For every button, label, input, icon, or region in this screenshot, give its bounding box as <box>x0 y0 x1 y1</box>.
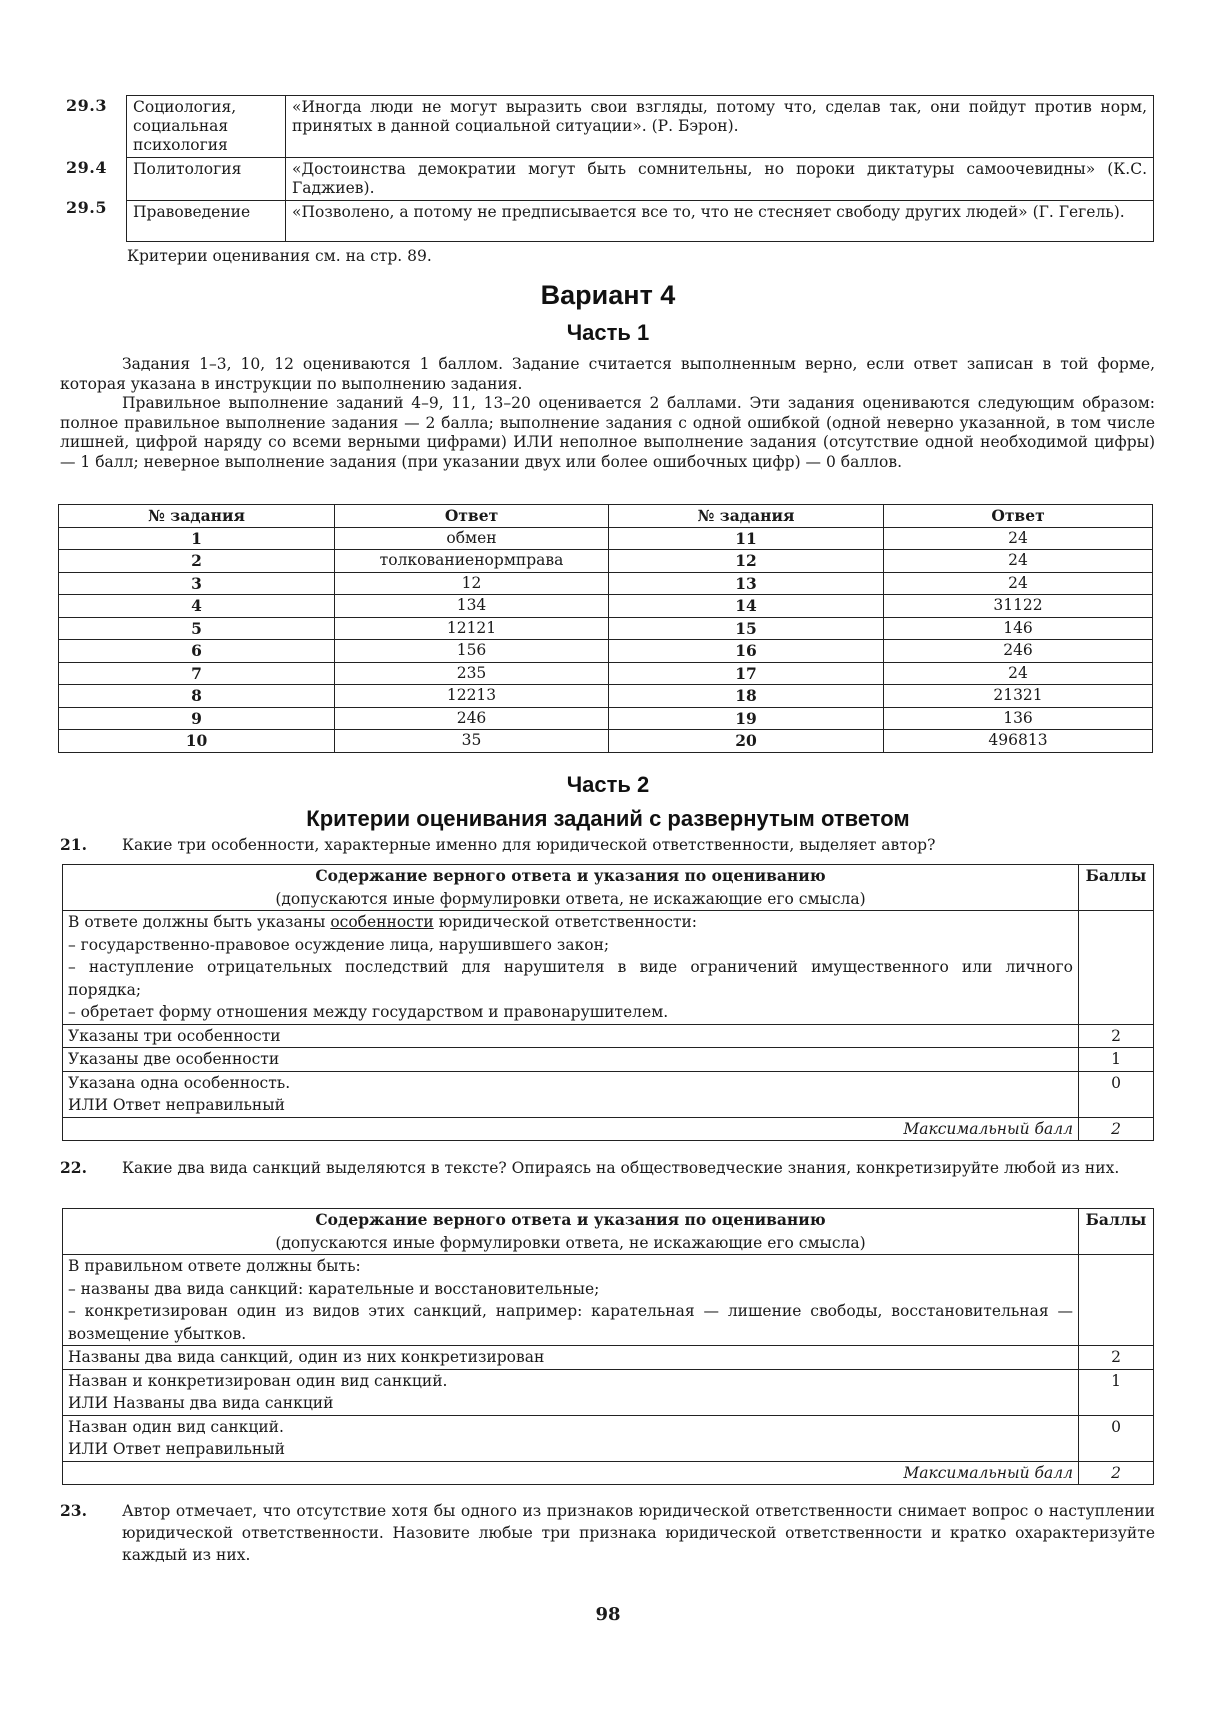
part2-subtitle: Критерии оценивания заданий с развернутым ответом <box>306 806 910 831</box>
subject-line: Социология, <box>133 98 237 116</box>
answer-value: 24 <box>884 550 1153 573</box>
answer-intro-emphasis: особенности <box>330 913 434 931</box>
answer-value: 31122 <box>884 595 1153 618</box>
column-header: Ответ <box>884 505 1153 528</box>
content-header <box>63 1209 1079 1255</box>
task-number: 17 <box>609 662 884 685</box>
score-criterion-line: ИЛИ Ответ неправильный <box>68 1440 285 1458</box>
question-21 <box>60 834 1155 856</box>
table-header-row <box>63 865 1154 911</box>
task-number: 15 <box>609 617 884 640</box>
max-score-label: Максимальный балл <box>63 1461 1079 1485</box>
task-number: 5 <box>59 617 335 640</box>
score-points: 1 <box>1079 1369 1154 1415</box>
table-row <box>59 595 1153 618</box>
quote-cell: «Достоинства демократии могут быть сомнительны, но пороки диктатуры самоочевидны» (К.С. Гаджиев). <box>286 158 1154 201</box>
row-number: 29.4 <box>66 158 107 177</box>
answer-value: 134 <box>335 595 609 618</box>
task-number: 11 <box>609 527 884 550</box>
score-criterion: Названы два вида санкций, один из них конкретизирован <box>63 1346 1079 1370</box>
answer-content-row <box>63 911 1154 1025</box>
answer-item: – конкретизирован один из видов этих санкций, например: карательная — лишение свободы, восстановительная — возмещение убытков. <box>68 1302 1073 1343</box>
task-number: 6 <box>59 640 335 663</box>
task-number: 20 <box>609 730 884 753</box>
subject-line: психология <box>133 136 228 154</box>
table-row <box>59 640 1153 663</box>
score-criterion <box>63 1071 1079 1117</box>
answer-value: 136 <box>884 707 1153 730</box>
instruction-paragraph: Правильное выполнение заданий 4–9, 11, 13–20 оценивается 2 баллами. Эти задания оцениваются следующим образом: полное правильное выполнение задания — 2 балла; выполнение задания с одной ошибкой (одной неверно указанной, в том числе лишней, цифрой наряду со всеми верными цифрами) ИЛИ неполное выполнение задания (отсутствие одной необходимой цифры) — 1 балл; неверное выполнение задания (при указании двух или более ошибочных цифр) — 0 баллов. <box>60 394 1155 471</box>
max-score-value: 2 <box>1079 1117 1154 1141</box>
criteria-reference-note: Критерии оценивания см. на стр. 89. <box>127 247 432 265</box>
answer-value: 35 <box>335 730 609 753</box>
task-number: 14 <box>609 595 884 618</box>
row-number: 29.5 <box>66 198 107 217</box>
answer-value: 235 <box>335 662 609 685</box>
answer-table <box>58 504 1153 753</box>
question-text: Какие два вида санкций выделяются в тексте? Опираясь на обществоведческие знания, конкретизируйте любой из них. <box>122 1159 1120 1177</box>
task-number: 9 <box>59 707 335 730</box>
table-header-row <box>63 1209 1154 1255</box>
score-points: 2 <box>1079 1024 1154 1048</box>
answer-item: – обретает форму отношения между государством и правонарушителем. <box>68 1003 669 1021</box>
answer-value: 12 <box>335 572 609 595</box>
instruction-paragraph: Задания 1–3, 10, 12 оцениваются 1 баллом. Задание считается выполненным верно, если ответ записан в той форме, которая указана в инструкции по выполнению задания. <box>60 355 1155 393</box>
answer-value: обмен <box>335 527 609 550</box>
quote-cell: «Иногда люди не могут выразить свои взгляды, потому что, сделав так, они пойдут против норм, принятых в данной социальной ситуации». (Р. Бэрон). <box>286 96 1154 158</box>
max-score-value: 2 <box>1079 1461 1154 1485</box>
variant-title: Вариант 4 <box>540 280 676 310</box>
question-23 <box>60 1500 1155 1566</box>
task-number: 19 <box>609 707 884 730</box>
content-header-note: (допускаются иные формулировки ответа, не искажающие его смысла) <box>275 889 866 908</box>
points-header: Баллы <box>1079 865 1154 911</box>
score-criterion <box>63 1415 1079 1461</box>
page-number: 98 <box>595 1604 621 1625</box>
answer-value: 246 <box>335 707 609 730</box>
score-criterion-line: ИЛИ Ответ неправильный <box>68 1096 285 1114</box>
column-header: Ответ <box>335 505 609 528</box>
task-number: 12 <box>609 550 884 573</box>
points-cell <box>1079 911 1154 1025</box>
task-number: 7 <box>59 662 335 685</box>
subject-line: социальная <box>133 117 229 135</box>
quotes-table <box>126 95 1154 242</box>
score-criterion: Указаны две особенности <box>63 1048 1079 1072</box>
question-number: 23. <box>60 1501 87 1520</box>
quote-cell: «Позволено, а потому не предписывается все то, что не стесняет свободу других людей» (Г. Гегель). <box>286 201 1154 242</box>
task-number: 13 <box>609 572 884 595</box>
score-criterion-line: ИЛИ Названы два вида санкций <box>68 1394 334 1412</box>
answer-value: 12213 <box>335 685 609 708</box>
content-header-title: Содержание верного ответа и указания по оцениванию <box>315 1210 826 1229</box>
table-row <box>59 662 1153 685</box>
table-row <box>59 550 1153 573</box>
answer-content-row <box>63 1255 1154 1346</box>
answer-value: 146 <box>884 617 1153 640</box>
max-score-label: Максимальный балл <box>63 1117 1079 1141</box>
task-number: 16 <box>609 640 884 663</box>
part1-title: Часть 1 <box>566 320 650 345</box>
criteria-table-22 <box>62 1208 1154 1485</box>
table-row <box>59 527 1153 550</box>
table-row <box>127 158 1154 201</box>
answer-item: – наступление отрицательных последствий для нарушителя в виде ограничений имущественного или личного порядка; <box>68 958 1073 999</box>
score-criterion-line: Назван и конкретизирован один вид санкций. <box>68 1371 448 1390</box>
answer-value: толкованиенормправа <box>335 550 609 573</box>
answer-value: 496813 <box>884 730 1153 753</box>
table-row <box>59 730 1153 753</box>
score-points: 0 <box>1079 1071 1154 1117</box>
answer-value: 246 <box>884 640 1153 663</box>
max-score-row <box>63 1461 1154 1485</box>
answer-item: – названы два вида санкций: карательные и восстановительные; <box>68 1279 600 1298</box>
part1-instructions <box>60 355 1155 472</box>
score-row <box>63 1415 1154 1461</box>
column-header: № задания <box>59 505 335 528</box>
task-number: 8 <box>59 685 335 708</box>
question-text: Какие три особенности, характерные именно для юридической ответственности, выделяет автор? <box>122 836 936 854</box>
column-header: № задания <box>609 505 884 528</box>
answer-value: 24 <box>884 572 1153 595</box>
task-number: 1 <box>59 527 335 550</box>
score-criterion-line: Назван один вид санкций. <box>68 1417 284 1436</box>
answer-value: 24 <box>884 527 1153 550</box>
answer-intro: В правильном ответе должны быть: <box>68 1257 361 1275</box>
score-row <box>63 1071 1154 1117</box>
answer-value: 156 <box>335 640 609 663</box>
answer-intro: В ответе должны быть указаны <box>68 913 331 931</box>
score-criterion <box>63 1369 1079 1415</box>
row-number: 29.3 <box>66 96 107 115</box>
score-row <box>63 1369 1154 1415</box>
question-22 <box>60 1157 1155 1179</box>
part2-title: Часть 2 <box>566 772 650 797</box>
table-row <box>127 201 1154 242</box>
task-number: 10 <box>59 730 335 753</box>
score-row <box>63 1048 1154 1072</box>
question-number: 22. <box>60 1158 87 1177</box>
answer-value: 12121 <box>335 617 609 640</box>
content-header-title: Содержание верного ответа и указания по оцениванию <box>315 866 826 885</box>
score-points: 2 <box>1079 1346 1154 1370</box>
score-points: 0 <box>1079 1415 1154 1461</box>
task-number: 4 <box>59 595 335 618</box>
answer-value: 21321 <box>884 685 1153 708</box>
criteria-table-21 <box>62 864 1154 1141</box>
max-score-row <box>63 1117 1154 1141</box>
answer-content <box>63 1255 1079 1346</box>
table-row <box>59 572 1153 595</box>
score-criterion-line: Указана одна особенность. <box>68 1073 291 1092</box>
answer-content <box>63 911 1079 1025</box>
points-header: Баллы <box>1079 1209 1154 1255</box>
question-number: 21. <box>60 835 87 854</box>
score-row <box>63 1346 1154 1370</box>
subject-cell <box>127 96 286 158</box>
table-row <box>127 96 1154 158</box>
answer-item: – государственно-правовое осуждение лица, нарушившего закон; <box>68 935 610 954</box>
task-number: 18 <box>609 685 884 708</box>
question-text: Автор отмечает, что отсутствие хотя бы одного из признаков юридической ответственности снимает вопрос о наступлении юридической ответственности. Назовите любые три признака юридической ответственности и кратко охарактеризуйте каждый из них. <box>122 1502 1155 1564</box>
content-header <box>63 865 1079 911</box>
content-header-note: (допускаются иные формулировки ответа, не искажающие его смысла) <box>275 1233 866 1252</box>
task-number: 2 <box>59 550 335 573</box>
subject-cell: Политология <box>127 158 286 201</box>
table-row <box>59 617 1153 640</box>
table-row <box>59 685 1153 708</box>
score-points: 1 <box>1079 1048 1154 1072</box>
answer-intro: юридической ответственности: <box>433 913 698 931</box>
subject-cell: Правоведение <box>127 201 286 242</box>
points-cell <box>1079 1255 1154 1346</box>
task-number: 3 <box>59 572 335 595</box>
score-criterion: Указаны три особенности <box>63 1024 1079 1048</box>
answer-value: 24 <box>884 662 1153 685</box>
score-row <box>63 1024 1154 1048</box>
table-header-row <box>59 505 1153 528</box>
table-row <box>59 707 1153 730</box>
